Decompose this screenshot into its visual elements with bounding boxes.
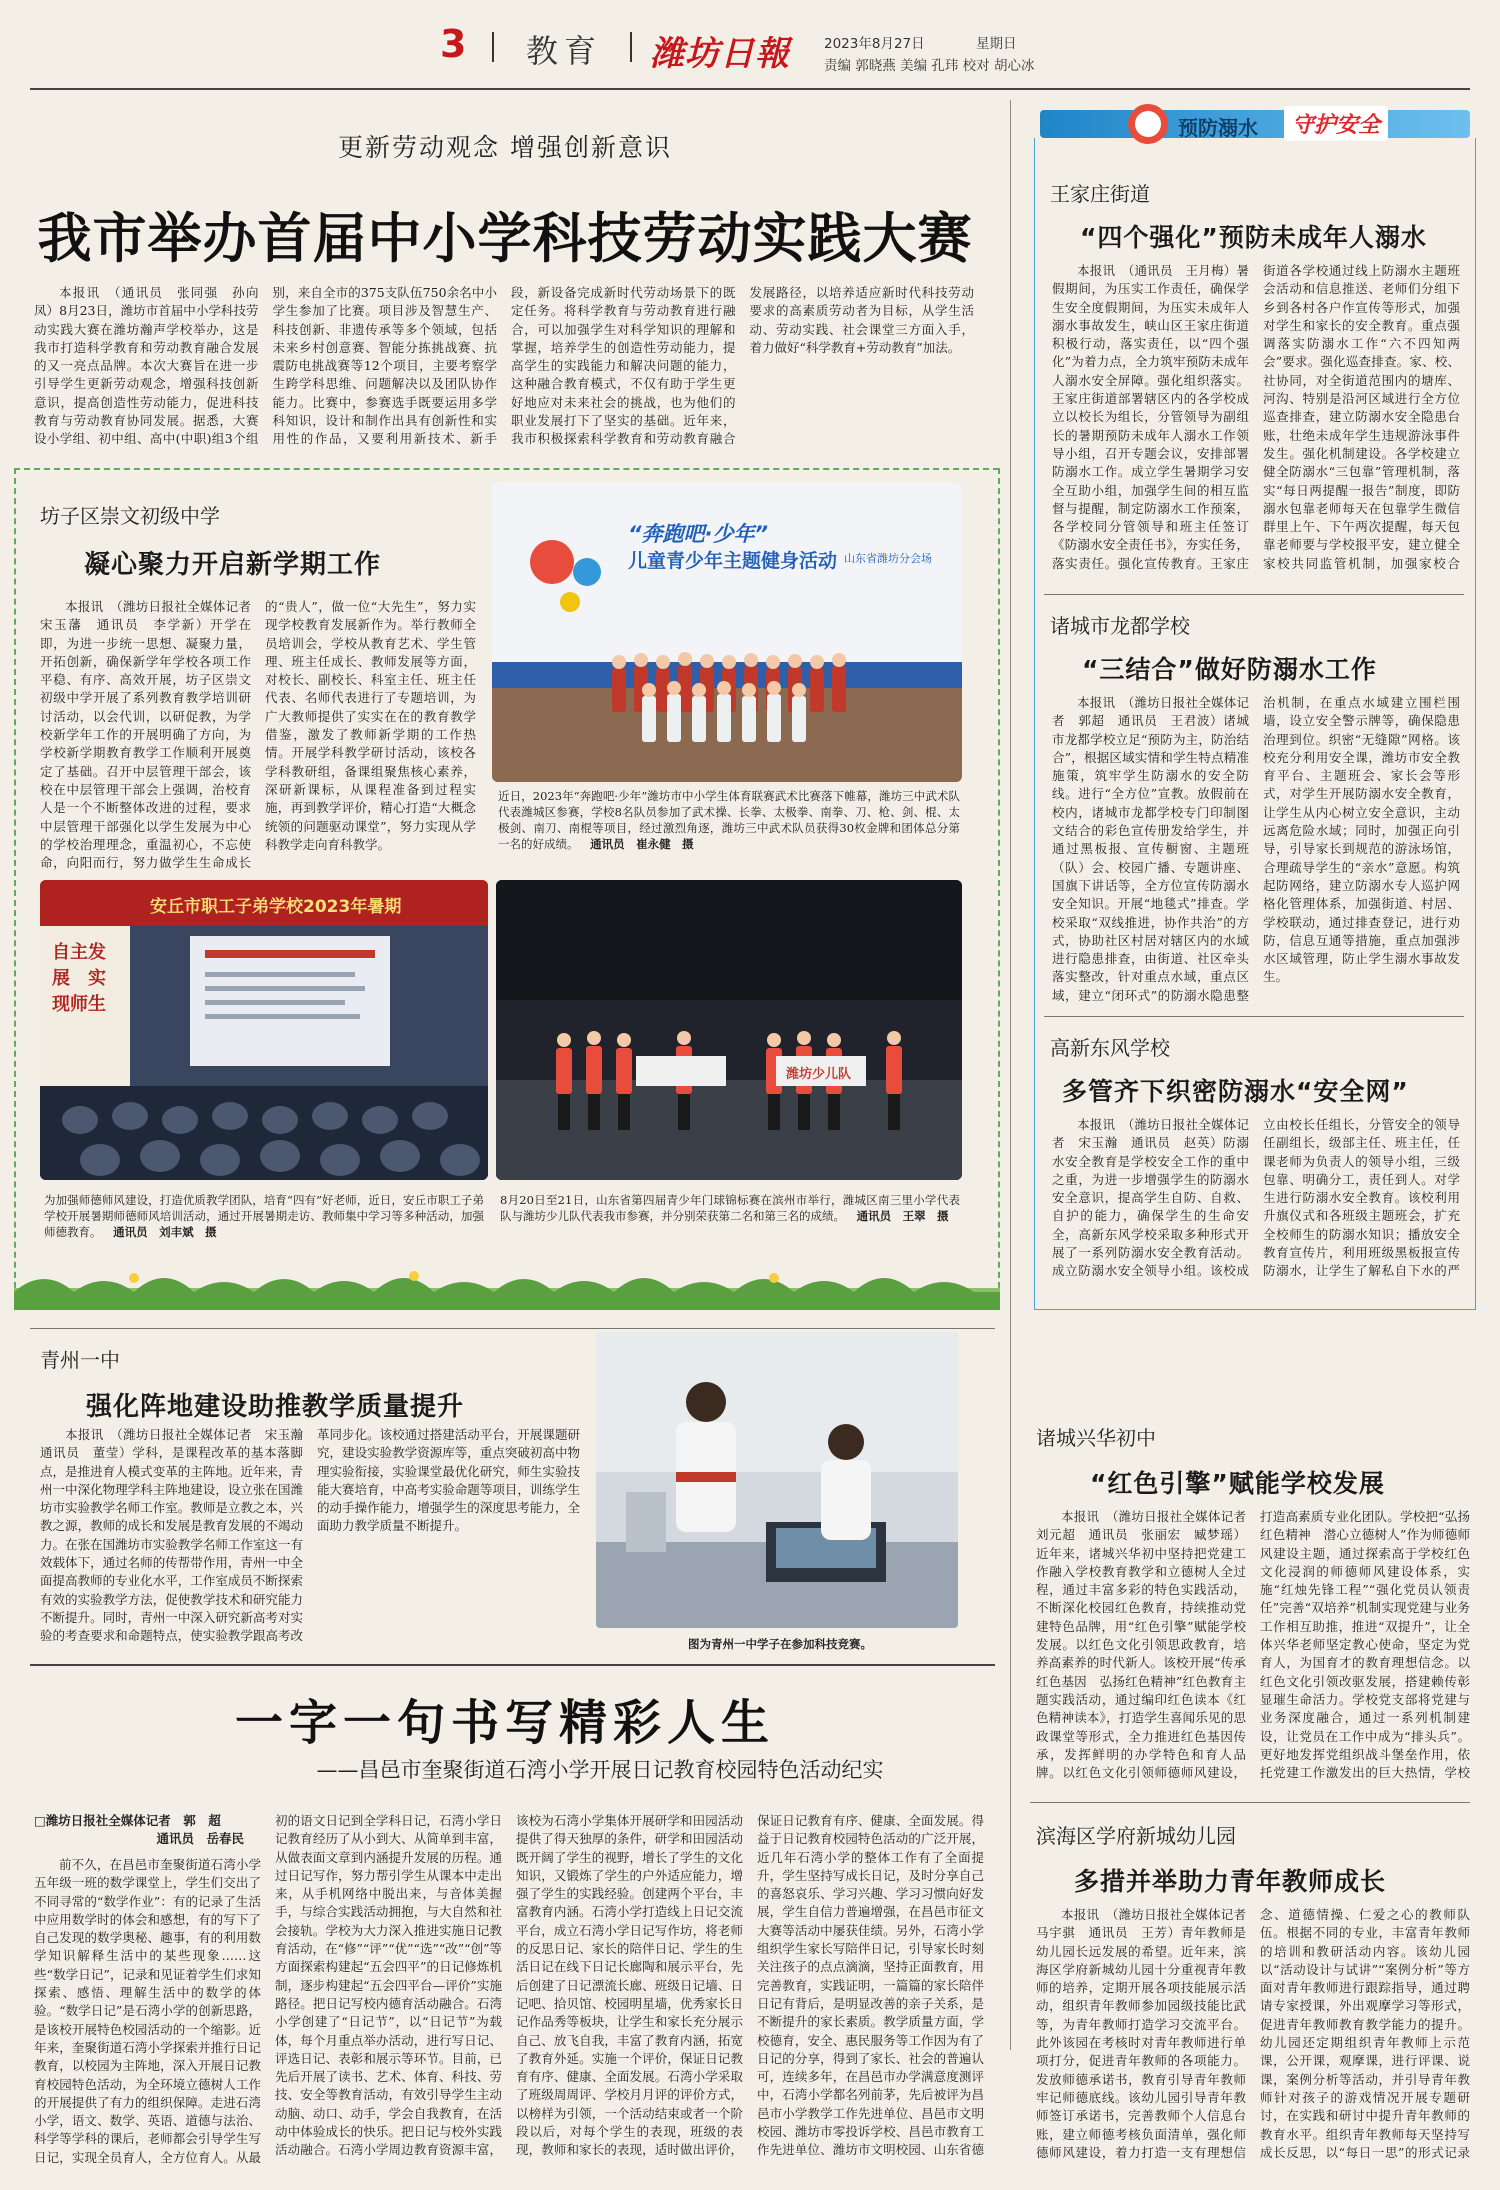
qingzhou-headline: 强化阵地建设助推教学质量提升 xyxy=(86,1392,465,1422)
main-article-text: 本报讯 （通讯员 张同强 孙向凤）8月23日，潍坊市首届中小学科技劳动实践大赛在潍坊瀚声学校举办，这是我市打造科学教育和劳动教育融合发展的又一亮点品牌。本次大赛旨在进一步引导学生更新劳动观念，增强科技创新意识，提高创造性劳动能力，促进科技教育与劳动教育协同发展。据悉，大赛设小学组、初中组、高中(中职)组3个组别，来自全市的375支队伍750余名中小学生参加了比赛。项目涉及智慧生产、科技创新、非遗传承等多个领域，包括未来乡村创意赛、智能分拣挑战赛、抗震防电挑战赛等12个项目，主要考察学生跨学科思维、问题解决以及团队协作能力。比赛中，参赛选手既要运用多学科知识，设计和制作出具有创新性和实用性的作品，又要利用新技术、新手段，新设备完成新时代劳动场景下的既定任务。将科学教育与劳动教育进行融合，可以加强学生对科学知识的理解和掌握，培养学生的创造性劳动能力，提高学生的实践能力和解决问题的能力，这种融合教育模式，不仅有助于学生更好地应对未来社会的挑战，也为他们的职业发展打下了坚实的基础。近年来，我市积极探索科学教育和劳动教育融合发展路径，以培养适应新时代科技劳动要求的高素质劳动者为目标，从学生活动、劳动实践、社会课堂三方面入手，着力做好“科学教育+劳动教育”加法。 xyxy=(34,285,974,447)
photo1-banner-subtitle: 儿童青少年主题健身活动 xyxy=(628,550,838,572)
longdu-org: 诸城市龙都学校 xyxy=(1050,614,1190,638)
qingzhou-article-body xyxy=(40,1426,580,1652)
photo2-caption-block xyxy=(44,1192,484,1248)
dongfeng-body xyxy=(1052,1116,1460,1298)
photo1-credit: 通讯员 崔永健 摄 xyxy=(590,837,694,851)
photo3-caption: 8月20日至21日，山东省第四届青少年门球锦标赛在滨州市举行，潍城区南三里小学代表队与潍坊少儿队代表我市参赛，并分别荣获第二名和第三名的成绩。 xyxy=(500,1193,960,1223)
photo2-caption: 为加强师德师风建设，打造优质教学团队，培育“四有”好老师，近日，安丘市职工子弟学校开展暑期师德师风培训活动，通过开展暑期走访、教师集中学习等多种活动，加强师德教育。 xyxy=(44,1193,484,1239)
classroom-scene xyxy=(40,880,488,1180)
photo-gateball-team xyxy=(496,880,962,1180)
banner-highlight: 守护安全 xyxy=(1292,113,1381,138)
diary-article-body xyxy=(34,1812,984,2176)
school-section-left-border xyxy=(14,468,16,1308)
school-section-top-border xyxy=(14,468,999,470)
xuefu-org: 滨海区学府新城幼儿园 xyxy=(1036,1824,1236,1848)
masthead xyxy=(0,0,1500,82)
school-section-right-border xyxy=(998,468,1000,1308)
header-divider-1 xyxy=(492,32,494,62)
lab-scene xyxy=(596,1332,958,1628)
xuefu-headline: 多措并举助力青年教师成长 xyxy=(1074,1867,1387,1896)
wangjiazhuang-headline: “四个强化”预防未成年人溺水 xyxy=(1080,223,1427,252)
qingzhou-article-text: 本报讯 （潍坊日报社全媒体记者 宋玉瀚 通讯员 董莹）学科，是课程改革的基本落脚点，是推进育人模式变革的主阵地。近年来，青州一中深化物理学科主阵地建设，设立张在国潍坊市实验教学名师工作室。教师是立教之本，兴教之源，教师的成长和发展是教育发展的不竭动力。在张在国潍坊市实验教学名师工作室这一有效载体下，通过名师的传帮带作用，青州一中全面提高教师的专业化水平，工作室成员不断探索有效的实验教学方法，促使教学技术和研究能力不断提升。同时，青州一中深入研究新高考对实验的考查要求和命题特点，使实验教学跟高考改革同步化。该校通过搭建活动平台，开展课题研究，建设实验教学资源库等，重点突破初高中物理实验衔接，实验课堂最优化研究，师生实验技能大赛培育，中高考实验命题等项目，训练学生的动手操作能力，增强学生的深度思考能力，全面助力教学质量不断提升。 xyxy=(40,1427,580,1644)
editors-line: 责编 郭晓燕 美编 孔玮 校对 胡心冰 xyxy=(824,58,1035,74)
main-article-body xyxy=(34,284,974,452)
section-name: 教育 xyxy=(526,32,603,70)
wangjiazhuang-body xyxy=(1052,262,1460,584)
chongwen-article-body xyxy=(40,598,476,886)
photo1-caption: 近日，2023年“奔跑吧·少年”潍坊市中小学生体育联赛武术比赛落下帷幕，潍坊三中武术队代表潍城区参赛，学校8名队员参加了武术操、长拳、太极拳、南拳、刀、枪、剑、棍、太极剑、南刀、南棍等项目，经过激烈角逐，潍坊三中武术队员获得30枚金牌和团体总分第一名的好成绩。 xyxy=(498,789,960,851)
banner-text-right xyxy=(1284,106,1388,141)
longdu-text: 本报讯 （潍坊日报社全媒体记者 郭超 通讯员 王君波）诸城市龙都学校立足“预防为主，防治结合”，根据区域实情和学生特点精准施策，筑牢学生防溺水的安全防线。进行“全方位”宣教。放假前在校内，诸城市龙都学校专门印制图文结合的彩色宣传册发给学生，并通过黑板报、宣传橱窗、主题班（队）会、校园广播、专题讲座、国旗下讲话等，全方位宣传防溺水安全知识。开展“地毯式”排查。学校采取“双线推进，协作共治”的方式，协助社区村居对辖区内的水域进行隐患排查，由街道、社区牵头落实整改，针对重点水域，重点区域，建立“闭环式”的防溺水隐患整治机制，在重点水域建立围栏围墙，设立安全警示牌等，确保隐患治理到位。织密“无缝隙”网格。该校充分利用安全课，潍坊市安全教育平台、主题班会、家长会等形式，对学生开展防溺水安全教育，让学生从内心树立安全意识，主动远离危险水域；同时，加强正向引导，引导家长到规范的游泳场馆，合理疏导学生的“亲水”意愿。构筑起防网络，建立防溺水专人巡护网格化管理体系，加强街道、村居、学校联动，通过排查登记，进行劝防，信息互通等措施，重点加强涉水区域管理，防止学生溺水事故发生。 xyxy=(1052,695,1460,1003)
paper-logo: 潍坊日報 xyxy=(650,34,790,74)
xinghua-body xyxy=(1036,1508,1470,1790)
header-rule xyxy=(30,88,1470,90)
xinghua-org: 诸城兴华初中 xyxy=(1036,1426,1156,1450)
longdu-body xyxy=(1052,694,1460,1008)
main-kicker: 更新劳动观念 增强创新意识 xyxy=(338,133,672,162)
main-column-divider xyxy=(1010,100,1011,2050)
header-divider-2 xyxy=(630,32,632,62)
photo-qingzhou-students xyxy=(596,1332,958,1628)
diary-top-rule xyxy=(30,1664,995,1666)
xuefu-body xyxy=(1036,1906,1470,2176)
photo-martial-arts-team xyxy=(492,482,962,782)
dongfeng-headline: 多管齐下织密防溺水“安全网” xyxy=(1062,1077,1409,1106)
diary-byline-spacer xyxy=(34,1812,261,1856)
chongwen-school-name: 坊子区崇文初级中学 xyxy=(40,504,220,528)
right-rule-1 xyxy=(1044,594,1464,595)
xuefu-text: 本报讯 （潍坊日报社全媒体记者 马宇骐 通讯员 王芳）青年教师是幼儿园长远发展的希望。近年来，滨海区学府新城幼儿园十分重视青年教师的培养，定期开展各项技能展示活动，组织青年教师参加园级技能比武等，为青年教师打造学习交流平台。此外该园在考核时对青年教师进行单项打分，促进青年教师的各项能力。发放师德承诺书，教育引导青年教师牢记师德底线。该幼儿园引导青年教师签订承诺书，完善教师个人信息台账，建立师德考核负面清单，强化师德师风建设，着力打造一支有理想信念、道德情操、仁爱之心的教师队伍。根据不同的专业，丰富青年教师的培训和教研活动内容。该幼儿园以“活动设计与试讲”“案例分析”等方面对青年教师进行跟踪指导，通过聘请专家授课，外出观摩学习等形式，促进青年教师教育教学能力的提升。幼儿园还定期组织青年教师上示范课，公开课，观摩课，进行评课、说课，案例分析等活动，并引导青年教师针对孩子的游戏情况开展专题研讨，在实践和研讨中提升青年教师的教育水平。组织青年教师每天坚持写成长反思，以“每日一思”的形式记录 xyxy=(1036,1907,1470,2160)
longdu-headline: “三结合”做好防溺水工作 xyxy=(1082,655,1377,684)
photo1-banner-venue: 山东省潍坊分会场 xyxy=(844,552,932,565)
photo2-credit: 通讯员 刘丰斌 摄 xyxy=(113,1225,217,1239)
qingzhou-top-rule xyxy=(30,1328,995,1329)
photo-teacher-training xyxy=(40,880,488,1180)
photo1-caption-block xyxy=(498,788,960,862)
photo3-caption-block xyxy=(500,1192,960,1248)
wangjiazhuang-org: 王家庄街道 xyxy=(1050,182,1150,206)
diary-byline-correspondent: 通讯员 岳春民 xyxy=(156,1831,244,1847)
chongwen-headline: 凝心聚力开启新学期工作 xyxy=(84,550,382,580)
banner-text-left: 预防溺水 xyxy=(1178,116,1258,140)
issue-date: 2023年8月27日 xyxy=(824,36,925,52)
photo2-wall-text: 自主发展 实现师生 xyxy=(52,942,106,1015)
page-number: 3 xyxy=(440,22,467,66)
qingzhou-photo-caption: 图为青州一中学子在参加科技竞赛。 xyxy=(688,1637,872,1651)
main-headline: 我市举办首届中小学科技劳动实践大赛 xyxy=(37,206,973,270)
right-rule-2 xyxy=(1044,1016,1464,1017)
xinghua-headline: “红色引擎”赋能学校发展 xyxy=(1090,1469,1385,1498)
diary-byline-reporter: □潍坊日报社全媒体记者 郭 超 xyxy=(34,1813,221,1828)
wangjiazhuang-text: 本报讯 （通讯员 王月梅）暑假期间，为压实工作责任，确保学生安全度假期间，为压实未成年人溺水事故发生，峡山区王家庄街道积极行动，落实责任，以“四个强化”为着力点，全力筑牢预防未成年人溺水安全屏障。强化组织落实。王家庄街道部署辖区内的各学校成立以校长为组长，分管领导为副组长的暑期预防未成年人溺水工作领导小组，召开专题会议，安排部署防溺水工作。成立学生暑期学习安全互助小组，加强学生间的相互监督与提醒，制定防溺水工作预案，各学校同分管领导和班主任签订《防溺水安全责任书》，夯实任务，落实责任。强化宣传教育。王家庄街道各学校通过线上防溺水主题班会活动和信息推送、老师们分组下乡到各村各户作宣传等形式，加强对学生和家长的安全教育。重点强调落实防溺水工作“六不四知两会”要求。强化巡查排查。家、校、社协同，对全街道范围内的塘库、河沟、特别是沿河区域进行全方位巡查排查，建立防溺水安全隐患台账，壮绝未成年学生违规游泳事件发生。强化机制建设。各学校建立健全防溺水“三包靠”管理机制，落实“每日两提醒一报告”制度，即防溺水包靠老师每天在包靠学生微信群里上午、下午两次提醒，每天包靠老师要与学校报平安，建立健全家校共同监管机制，加强家校合 xyxy=(1052,263,1460,571)
right-rule-3 xyxy=(1030,1802,1470,1803)
chongwen-article-text: 本报讯 （潍坊日报社全媒体记者 宋玉藩 通讯员 李学新）开学在即，为进一步统一思想、凝聚力量，开拓创新，确保新学年学校各项工作平稳、有序、高效开展，坊子区崇文初级中学开展了系列教育教学培训研讨活动，以会代训，以研促教，为学校新学年工作的开展明确了方向，为学校新学期教育教学工作顺利开展奠定了基础。召开中层管理干部会，该校在中层管理干部会上强调，治校育人是一个不断整体改进的过程，要求中层管理干部强化以学生发展为中心的学校治理理念，重温初心，不忘使命，向阳而行，努力做学生生命成长的“贵人”，做一位“大先生”，努力实现学校教育发展新作为。举行教师全员培训会，学校从教育艺术、学生管理、班主任成长、教师发展等方面，对校长、副校长、科室主任、班主任代表、名师代表进行了专题培训，为广大教师提供了实实在在的教育教学借鉴，激发了教师新学期的工作热情。开展学科教学研讨活动，该校各学科教研组，备课组聚焦核心素养，深研新课标，从课程准备到过程实施，再到教学评价，精心打造“大概念统领的问题驱动课堂”，努力实现从学科教学走向育科教学。 xyxy=(40,599,476,871)
diary-subtitle: ——昌邑市奎聚街道石湾小学开展日记教育校园特色活动纪实 xyxy=(316,1758,884,1782)
xinghua-text: 本报讯 （潍坊日报社全媒体记者 刘元超 通讯员 张丽宏 臧梦瑶）近年来，诸城兴华初中坚持把党建工作融入学校教育教学和立德树人全过程，通过丰富多彩的特色实践活动，不断深化校园红色教育，持续推动党建特色品牌，用“红色引擎”赋能学校发展。以红色文化引领思政教育，培养高素养的时代新人。该校开展“传承红色基因 弘扬红色精神”红色教育主题实践活动，通过编印红色读本《红色精神读本》，打造学生喜闻乐见的思政课堂等形式，全力推进红色基因传承，发挥鲜明的办学特色和育人品牌。以红色文化引领师德师风建设，打造高素质专业化团队。学校把“弘扬红色精神 潜心立德树人”作为师德师风建设主题，通过探索高于学校红色文化浸润的师德师风建设体系，实施“红烛先锋工程”“强化党员认领责任”完善“双培养”机制实现党建与业务工作相互助推，推进“双提升”，让全体兴华老师坚定教心使命，坚定为党育人，为国育才的教育理想信念。以红色文化引领改驱发展，搭建赖传彰显璀生命活力。学校党支部将党建与业务深度融合，通过一系列机制建设，让党员在工作中成为“排头兵”。更好地发挥党组织战斗堡垒作用，依托党建工作激发出的巨大热情，学校 xyxy=(1036,1509,1470,1781)
grass-decoration xyxy=(14,1258,1000,1310)
photo3-credit: 通讯员 王翠 摄 xyxy=(856,1209,949,1223)
diary-headline: 一字一句书写精彩人生 xyxy=(234,1695,775,1751)
photo3-banner: 潍坊少儿队 xyxy=(786,1067,852,1082)
gateball-scene xyxy=(496,880,962,1180)
dongfeng-org: 高新东风学校 xyxy=(1050,1036,1170,1060)
dongfeng-text: 本报讯 （潍坊日报社全媒体记者 宋玉瀚 通讯员 赵英）防溺水安全教育是学校安全工作的重中之重，为进一步增强学生的防溺水安全意识，提高学生自防、自救、自护的能力，确保学生的生命安全，高新东风学校采取多种形式开展了一系列防溺水安全教育活动。成立防溺水安全领导小组。该校成立由校长任组长，分管安全的领导任副组长，级部主任、班主任，任课老师为负责人的领导小组，三级包靠、明确分工，责任到人。对学生进行防溺水安全教育。该校利用升旗仪式和各班级主题班会，扩充全校师生的防溺水知识；播放安全教育宣传片，利用班级黑板报宣传防溺水，让学生了解私自下水的严 xyxy=(1052,1117,1460,1279)
issue-weekday: 星期日 xyxy=(976,36,1017,52)
photo1-banner-title: “奔跑吧·少年” xyxy=(628,522,769,546)
qingzhou-school-name: 青州一中 xyxy=(40,1348,120,1372)
photo2-banner: 安丘市职工子弟学校2023年暑期 xyxy=(150,897,402,917)
diary-article-text: 前不久，在昌邑市奎聚街道石湾小学五年级一班的数学课堂上，学生们交出了不同寻常的“数学作业”：有的记录了生活中应用数学时的体会和感想，有的写下了自己发现的数学奥秘、趣事，有的利用数学知识解释生活中的某些现象……这些“数学日记”，记录和见证着学生们求知探索、感悟、理解生活中的数学的体验。“数学日记”是石湾小学的创新思路，是该校开展特色校园活动的一个缩影。近年来，奎聚街道石湾小学探索并推行日记教育，以校园为主阵地，深入开展日记教育校园特色活动，为全环境立德树人工作的开展提供了有力的组织保障。走进石湾小学，语文、数学、英语、道德与法治、科学等学科的课后，老师都会引导学生写日记，实现全员育人，全方位育人。从最初的语文日记到全学科日记，石湾小学日记教育经历了从小到大、从简单到丰富，从做表面文章到内涵提升发展的历程。通过日记写作，努力帮引学生从课本中走出来，从手机网络中脱出来，与音体美握手，与综合实践活动拥抱，与大自然和社会接轨。学校为大力深入推进实施日记教育活动，在“修”“评”“优”“选”“改”“创”等方面探索构建起“五会四平”的日记修炼机制，逐步构建起“五会四平台—评价”实施路径。把日记写校内德育活动融合。石湾小学创建了“日记节”，以“日记节”为载体，每个月重点举办活动，进行写日记、评选日记、表彰和展示等环节。目前，已先后开展了读书、艺术、体育、科技、劳技、安全等教育活动，有效引导学生主动动脑、动口、动手，学会自我教育，在活动中体验成长的快乐。把日记与校外实践活动融合。石湾小学周边教育资源丰富，该校为石湾小学集体开展研学和田园活动提供了得天独厚的条件，研学和田园活动既开阔了学生的视野，增长了学生的文化知识，又锻炼了学生的户外适应能力，增强了学生的实践经验。创建两个平台，丰富教育内涵。石湾小学打造线上日记交流平台，成立石湾小学日记写作坊，将老师的反思日记、家长的陪伴日记、学生的生活日记在线下日记长廊陶和展示平台，先后创建了日记漂流长廊、班级日记墙、日记吧、拾贝馆、校园明星墙，优秀家长日记作品秀等板块，让学生和家长充分展示自己、放飞自我，丰富了教育内涵，拓宽了教育外延。实施一个评价，保证日记教育有序、健康、全面发展。石湾小学采取了班级周周评、学校月月评的评价方式，以榜样为引领，一个活动结束或者一个阶段以后，对每个学生的表现，班级的表现，教师和家长的表现，适时做出评价，保证日记教育有序、健康、全面发展。得益于日记教育校园特色活动的广泛开展，近几年石湾小学的整体工作有了全面提升，学生坚持写成长日记，及时分享自己的喜怒哀乐、学习兴趣、学习习惯向好发展，学生自信力普遍增强，在昌邑市征文大赛等活动中屡获佳绩。另外，石湾小学组织学生家长写陪伴日记，引导家长时刻关注孩子的点点滴滴，坚持正面教育，用完善教育，实践证明，一篇篇的家长陪伴日记有背后，是明显改善的亲子关系，是不断提升的家长素质。教学质量方面，学校德育，安全、惠民服务等工作因为有了日记的分享，得到了家长、社会的普遍认可，连续多年，在昌邑市办学满意度测评中，石湾小学都名列前茅，先后被评为昌邑市小学教学工作先进单位、昌邑市文明校园、潍坊市零投诉学校、昌邑市教育工作先进单位、潍坊市文明校园、山东省德 xyxy=(34,1813,984,2165)
